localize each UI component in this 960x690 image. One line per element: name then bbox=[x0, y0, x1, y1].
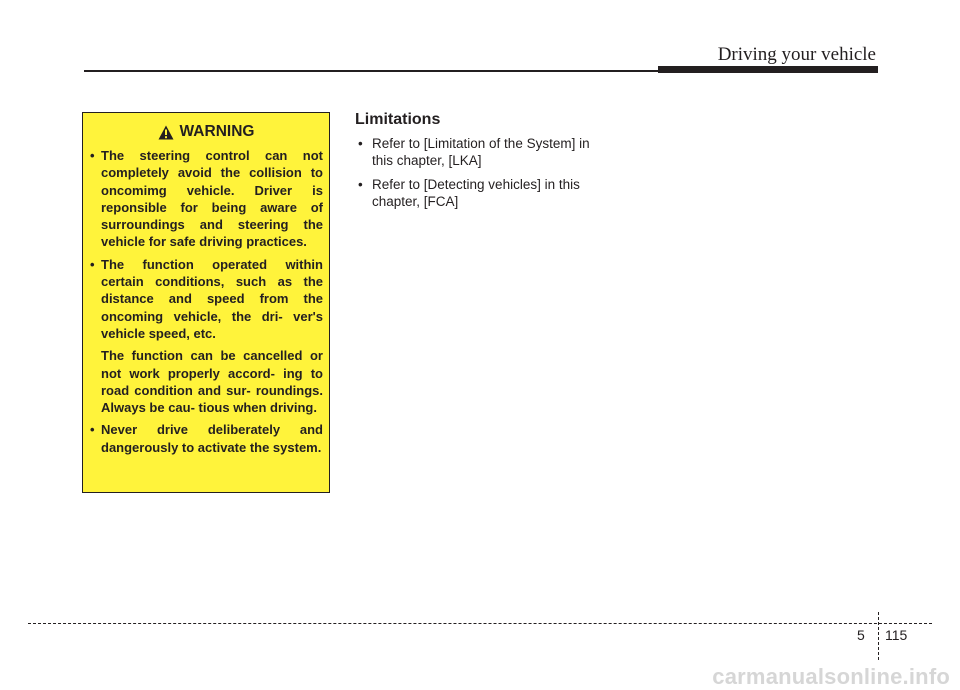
footer-divider bbox=[878, 612, 879, 660]
warning-list bbox=[90, 147, 323, 461]
section-title: Driving your vehicle bbox=[717, 44, 876, 65]
chapter-number: 5 bbox=[857, 627, 865, 643]
footer-rule bbox=[28, 623, 932, 624]
watermark: carmanualsonline.info bbox=[712, 664, 950, 689]
warning-item: • The function operated within certain conditions, such as the distance and speed from the oncoming vehicle, the dri- ver's vehicle speed, etc. bbox=[90, 256, 323, 342]
limitations-list bbox=[357, 135, 607, 216]
list-item: • Refer to [Detecting vehicles] in this chapter, [FCA] bbox=[357, 176, 607, 211]
page-number: 115 bbox=[885, 627, 908, 643]
warning-item: The function can be cancelled or not work properly accord- ing to road condition and sur- roundings. Always be cau- tious when driving. bbox=[101, 348, 323, 416]
limitations-heading: Limitations bbox=[355, 111, 441, 128]
warning-title: WARNING bbox=[179, 123, 255, 140]
header-rule bbox=[84, 70, 660, 72]
warning-item: • The steering control can not completely avoid the collision to oncomimg vehicle. Driver is reponsible for being aware of surroundings and steering the vehicle for safe driving practices. bbox=[90, 147, 323, 251]
warning-item: • Never drive deliberately and dangerously to activate the system. bbox=[90, 421, 323, 456]
list-item: • Refer to [Limitation of the System] in this chapter, [LKA] bbox=[357, 135, 607, 170]
warning-triangle-icon bbox=[158, 125, 174, 140]
warning-heading bbox=[82, 123, 330, 141]
header-bar bbox=[658, 66, 878, 73]
